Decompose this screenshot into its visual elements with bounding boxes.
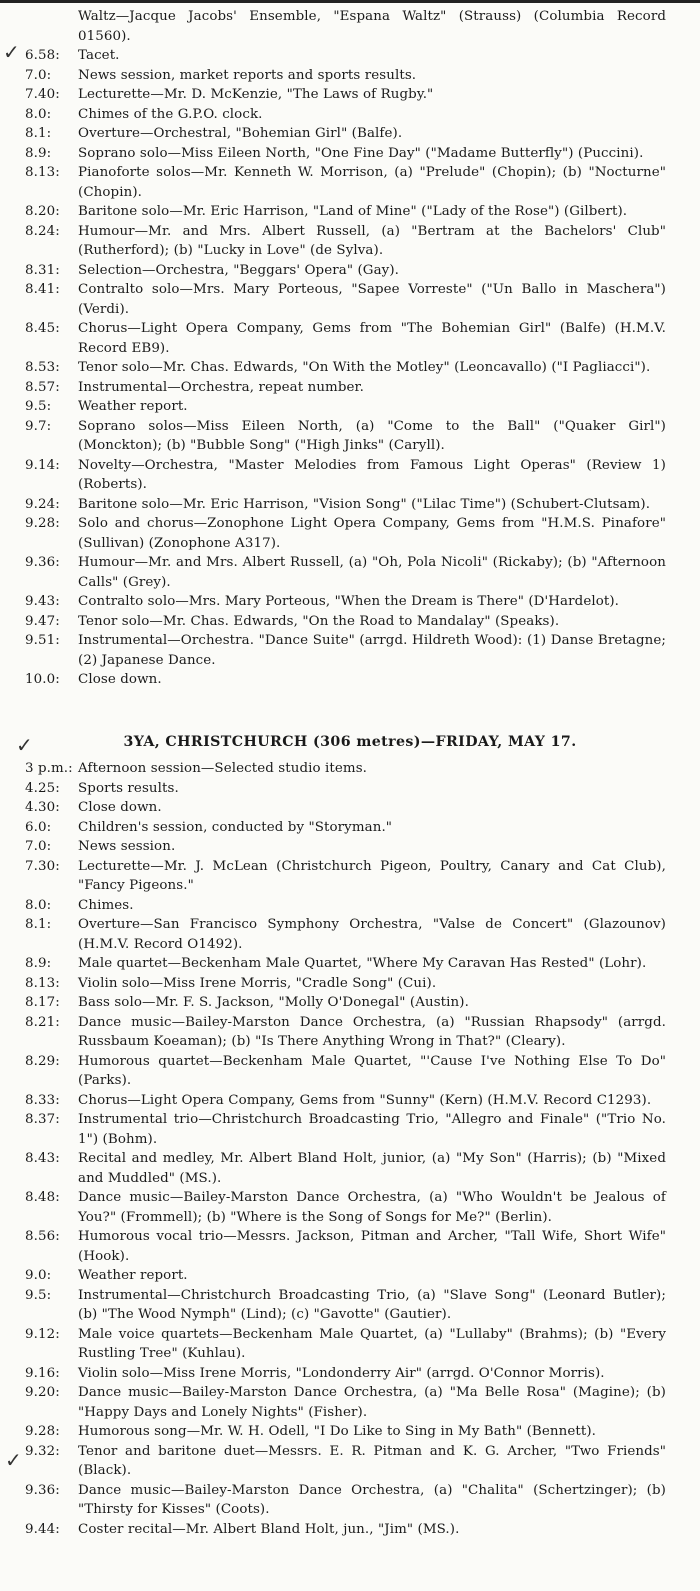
entry-time: 8.24:: [25, 223, 60, 239]
programme-entry: [0, 857, 700, 896]
entry-description: Sports results.: [78, 780, 179, 796]
programme-entry: [0, 612, 700, 632]
programme-entry: [0, 358, 700, 378]
programme-entry: [0, 1325, 700, 1364]
entry-time: 8.9:: [25, 145, 52, 161]
entry-description: Contralto solo—Mrs. Mary Porteous, "Sapee Vorreste" ("Un Ballo in Maschera") (Verdi).: [78, 282, 666, 317]
entry-time: 9.5:: [25, 1287, 52, 1303]
entry-description: Lecturette—Mr. J. McLean (Christchurch Pigeon, Poultry, Canary and Cat Club), "Fancy Pigeons.": [78, 858, 666, 893]
entry-description: Bass solo—Mr. F. S. Jackson, "Molly O'Donegal" (Austin).: [78, 995, 469, 1010]
entry-description: Overture—Orchestral, "Bohemian Girl" (Balfe).: [78, 126, 403, 141]
entry-description: Instrumental—Christchurch Broadcasting Trio, (a) "Slave Song" (Leonard Butler); (b) "The Wood Nymph" (Lind); (c) "Gavotte" (Gautier).: [78, 1287, 666, 1322]
programme-entry: [0, 1383, 700, 1422]
entry-description: Dance music—Bailey-Marston Dance Orchestra, (a) "Ma Belle Rosa" (Magine); (b) "Happy Days and Lonely Nights" (Fisher).: [78, 1385, 666, 1420]
entry-description: Close down.: [78, 800, 162, 815]
entry-time: 8.0:: [25, 897, 52, 913]
programme-entry: [0, 759, 700, 779]
entry-time: 9.0:: [25, 1268, 52, 1283]
entry-time: 9.43:: [25, 594, 60, 609]
entry-time: 4.25:: [25, 780, 60, 796]
entry-time: 9.24:: [25, 496, 60, 512]
programme-entry: [0, 514, 700, 553]
entry-time: 8.43:: [25, 1151, 60, 1166]
entry-description: Male quartet—Beckenham Male Quartet, "Where My Caravan Has Rested" (Lohr).: [78, 956, 647, 971]
entry-time: 8.1:: [25, 126, 52, 141]
entry-time: 8.41:: [25, 282, 60, 297]
programme-entry: [0, 915, 700, 954]
programme-entry: [0, 1110, 700, 1149]
programme-entry: [0, 1013, 700, 1052]
programme-entry: [0, 280, 700, 319]
entry-description: Instrumental—Orchestra. "Dance Suite" (arrgd. Hildreth Wood): (1) Danse Bretagne; (2) Japanese Dance.: [78, 633, 666, 668]
entry-description: Close down.: [78, 672, 162, 687]
programme-entry: [0, 798, 700, 818]
entry-time: 9.5:: [25, 399, 52, 414]
entry-time: 8.31:: [25, 262, 60, 278]
programme-entry: [0, 397, 700, 417]
entry-description: News session.: [78, 839, 176, 854]
entry-description: Humorous vocal trio—Messrs. Jackson, Pitman and Archer, "Tall Wife, Short Wife" (Hook).: [78, 1229, 666, 1264]
programme-block-1: [0, 7, 700, 690]
pencil-tick-mark: ✓: [16, 733, 33, 757]
entry-description: Contralto solo—Mrs. Mary Porteous, "When the Dream is There" (D'Hardelot).: [78, 594, 620, 609]
programme-entry: [0, 7, 700, 46]
programme-entry: [0, 1188, 700, 1227]
programme-entry: [0, 974, 700, 994]
entry-time: 9.47:: [25, 613, 60, 629]
entry-description: Dance music—Bailey-Marston Dance Orchestra, (a) "Russian Rhapsody" (arrgd. Russbaum Koeaman); (b) "Is There Anything Wrong in That?" (Cleary).: [78, 1014, 666, 1049]
programme-entry: [0, 670, 700, 690]
programme-entry: [0, 1364, 700, 1384]
entry-description: Dance music—Bailey-Marston Dance Orchestra, (a) "Chalita" (Schertzinger); (b) "Thirsty for Kisses" (Coots).: [78, 1482, 666, 1517]
programme-entry: [0, 124, 700, 144]
entry-description: Overture—San Francisco Symphony Orchestra, "Valse de Concert" (Glazounov) (H.M.V. Record O1492).: [78, 917, 666, 952]
entry-time: 7.0:: [25, 839, 52, 854]
programme-entry: [0, 837, 700, 857]
programme-entry: [0, 1422, 700, 1442]
programme-entry: [0, 1442, 700, 1481]
entry-description: Baritone solo—Mr. Eric Harrison, "Vision Song" ("Lilac Time") (Schubert-Clutsam).: [78, 496, 651, 512]
entry-description: Selection—Orchestra, "Beggars' Opera" (Gay).: [78, 262, 400, 278]
entry-time: 7.30:: [25, 858, 60, 874]
entry-time: 8.9:: [25, 956, 52, 971]
programme-list-1: [0, 46, 700, 690]
entry-description: Male voice quartets—Beckenham Male Quartet, (a) "Lullaby" (Brahms); (b) "Every Rustling Tree" (Kuhlau).: [78, 1326, 666, 1361]
entry-time: 8.48:: [25, 1190, 60, 1205]
entry-description: Children's session, conducted by "Storyman.": [78, 819, 393, 835]
entry-description: Dance music—Bailey-Marston Dance Orchestra, (a) "Who Wouldn't be Jealous of You?" (Frommell); (b) "Where is the Song of Songs for Me?" (Berlin).: [78, 1190, 666, 1225]
entry-time: 6.58:: [25, 48, 60, 63]
entry-time: 8.21:: [25, 1014, 60, 1030]
entry-time: 9.16:: [25, 1365, 60, 1381]
programme-entry: [0, 456, 700, 495]
entry-time: 9.51:: [25, 633, 60, 648]
entry-time: 9.14:: [25, 457, 60, 473]
entry-description: Soprano solos—Miss Eileen North, (a) "Come to the Ball" ("Quaker Girl") (Monckton); (b) "Bubble Song" ("High Jinks" (Caryll).: [78, 418, 666, 453]
entry-description: Weather report.: [78, 399, 188, 414]
programme-entry: [0, 1266, 700, 1286]
entry-description: Novelty—Orchestra, "Master Melodies from Famous Light Operas" (Review 1) (Roberts).: [78, 457, 666, 492]
entry-time: 9.32:: [25, 1443, 60, 1459]
entry-description: Baritone solo—Mr. Eric Harrison, "Land of Mine" ("Lady of the Rose") (Gilbert).: [78, 204, 628, 219]
entry-continuation: Waltz—Jacque Jacobs' Ensemble, "Espana Waltz" (Strauss) (Columbia Record 01560).: [78, 9, 666, 44]
programme-entry: [0, 202, 700, 222]
programme-entry: [0, 163, 700, 202]
programme-entry: [0, 222, 700, 261]
entry-description: Violin solo—Miss Irene Morris, "Cradle Song" (Cui).: [78, 975, 437, 991]
programme-entry: [0, 66, 700, 86]
programme-entry: [0, 46, 700, 66]
entry-time: 9.28:: [25, 516, 60, 531]
entry-description: Humorous song—Mr. W. H. Odell, "I Do Like to Sing in My Bath" (Bennett).: [78, 1424, 597, 1439]
pencil-tick-mark: ✓: [3, 40, 20, 64]
entry-time: 9.36:: [25, 555, 60, 570]
entry-time: 7.0:: [25, 67, 52, 83]
programme-list-2: [0, 759, 700, 1539]
entry-description: Chimes.: [78, 897, 134, 913]
programme-entry: [0, 954, 700, 974]
entry-time: 8.13:: [25, 165, 60, 180]
programme-entry: [0, 105, 700, 125]
entry-description: Humour—Mr. and Mrs. Albert Russell, (a) "Bertram at the Bachelors' Club" (Rutherford); (b) "Lucky in Love" (de Sylva).: [78, 223, 666, 258]
top-rule: [0, 0, 700, 3]
entry-description: Tacet.: [78, 48, 120, 63]
programme-entry: [0, 1091, 700, 1111]
entry-time: 8.45:: [25, 321, 60, 336]
programme-entry: [0, 896, 700, 916]
entry-description: Violin solo—Miss Irene Morris, "Londonderry Air" (arrgd. O'Connor Morris).: [78, 1365, 605, 1381]
programme-entry: [0, 417, 700, 456]
entry-description: Tenor and baritone duet—Messrs. E. R. Pitman and K. G. Archer, "Two Friends" (Black).: [78, 1443, 666, 1478]
entry-time: 8.53:: [25, 360, 60, 375]
programme-entry: [0, 993, 700, 1013]
entry-time: 9.36:: [25, 1482, 60, 1498]
entry-description: Chimes of the G.P.O. clock.: [78, 106, 263, 122]
programme-entry: [0, 1481, 700, 1520]
programme-entry: [0, 319, 700, 358]
programme-entry: [0, 1227, 700, 1266]
entry-description: Chorus—Light Opera Company, Gems from "Sunny" (Kern) (H.M.V. Record C1293).: [78, 1092, 652, 1108]
entry-description: Instrumental—Orchestra, repeat number.: [78, 379, 364, 395]
entry-time: 8.20:: [25, 204, 60, 219]
entry-description: Weather report.: [78, 1268, 188, 1283]
entry-description: Tenor solo—Mr. Chas. Edwards, "On With the Motley" (Leoncavallo) ("I Pagliacci").: [78, 360, 651, 375]
entry-time: 8.33:: [25, 1092, 60, 1108]
programme-entry: [0, 261, 700, 281]
programme-entry: [0, 592, 700, 612]
programme-entry: [0, 631, 700, 670]
entry-time: 9.28:: [25, 1424, 60, 1439]
entry-description: Soprano solo—Miss Eileen North, "One Fine Day" ("Madame Butterfly") (Puccini).: [78, 145, 644, 161]
entry-description: Coster recital—Mr. Albert Bland Holt, jun., "Jim" (MS.).: [78, 1521, 460, 1537]
entry-time: 9.44:: [25, 1521, 60, 1537]
entry-time: 8.1:: [25, 917, 52, 932]
programme-entry: [0, 553, 700, 592]
pencil-tick-mark: ✓: [5, 1448, 22, 1472]
entry-description: Tenor solo—Mr. Chas. Edwards, "On the Road to Mandalay" (Speaks).: [78, 613, 560, 629]
programme-entry: [0, 495, 700, 515]
entry-description: Solo and chorus—Zonophone Light Opera Company, Gems from "H.M.S. Pinafore" (Sullivan) (Zonophone A317).: [78, 516, 666, 551]
entry-description: Pianoforte solos—Mr. Kenneth W. Morrison, (a) "Prelude" (Chopin); (b) "Nocturne" (Chopin).: [78, 165, 666, 200]
entry-description: Humour—Mr. and Mrs. Albert Russell, (a) "Oh, Pola Nicoli" (Rickaby); (b) "Afternoon Calls" (Grey).: [78, 555, 666, 590]
entry-description: Afternoon session—Selected studio items.: [78, 761, 368, 776]
entry-description: News session, market reports and sports results.: [78, 67, 417, 83]
entry-time: 9.7:: [25, 418, 52, 434]
programme-entry: [0, 378, 700, 398]
entry-time: 8.56:: [25, 1229, 60, 1244]
entry-description: Chorus—Light Opera Company, Gems from "The Bohemian Girl" (Balfe) (H.M.V. Record EB9).: [78, 321, 666, 356]
programme-entry: [0, 818, 700, 838]
entry-time: 6.0:: [25, 819, 52, 835]
entry-time: 3 p.m.:: [25, 761, 73, 776]
entry-description: Lecturette—Mr. D. McKenzie, "The Laws of Rugby.": [78, 87, 434, 102]
entry-time: 8.29:: [25, 1053, 60, 1069]
entry-description: Recital and medley, Mr. Albert Bland Holt, junior, (a) "My Son" (Harris); (b) "Mixed and Muddled" (MS.).: [78, 1151, 666, 1186]
programme-entry: [0, 1520, 700, 1540]
entry-time: 9.20:: [25, 1385, 60, 1400]
entry-description: Humorous quartet—Beckenham Male Quartet, "'Cause I've Nothing Else To Do" (Parks).: [78, 1053, 666, 1088]
entry-time: 8.13:: [25, 975, 60, 991]
programme-entry: [0, 779, 700, 799]
entry-time: 10.0:: [25, 672, 60, 687]
programme-entry: [0, 1052, 700, 1091]
entry-time: 8.57:: [25, 379, 60, 395]
entry-time: 7.40:: [25, 87, 60, 102]
station-heading: 3YA, CHRISTCHURCH (306 metres)—FRIDAY, MAY 17.: [123, 734, 577, 750]
entry-time: 8.37:: [25, 1112, 60, 1127]
programme-entry: [0, 1286, 700, 1325]
programme-block-2: [0, 729, 700, 1539]
entry-time: 9.12:: [25, 1326, 60, 1342]
programme-entry: [0, 85, 700, 105]
programme-entry: [0, 144, 700, 164]
entry-description: Instrumental trio—Christchurch Broadcasting Trio, "Allegro and Finale" ("Trio No. 1") (Bohm).: [78, 1112, 666, 1147]
programme-entry: [0, 1149, 700, 1188]
entry-time: 4.30:: [25, 800, 60, 815]
entry-time: 8.17:: [25, 995, 60, 1010]
entry-time: 8.0:: [25, 106, 52, 122]
